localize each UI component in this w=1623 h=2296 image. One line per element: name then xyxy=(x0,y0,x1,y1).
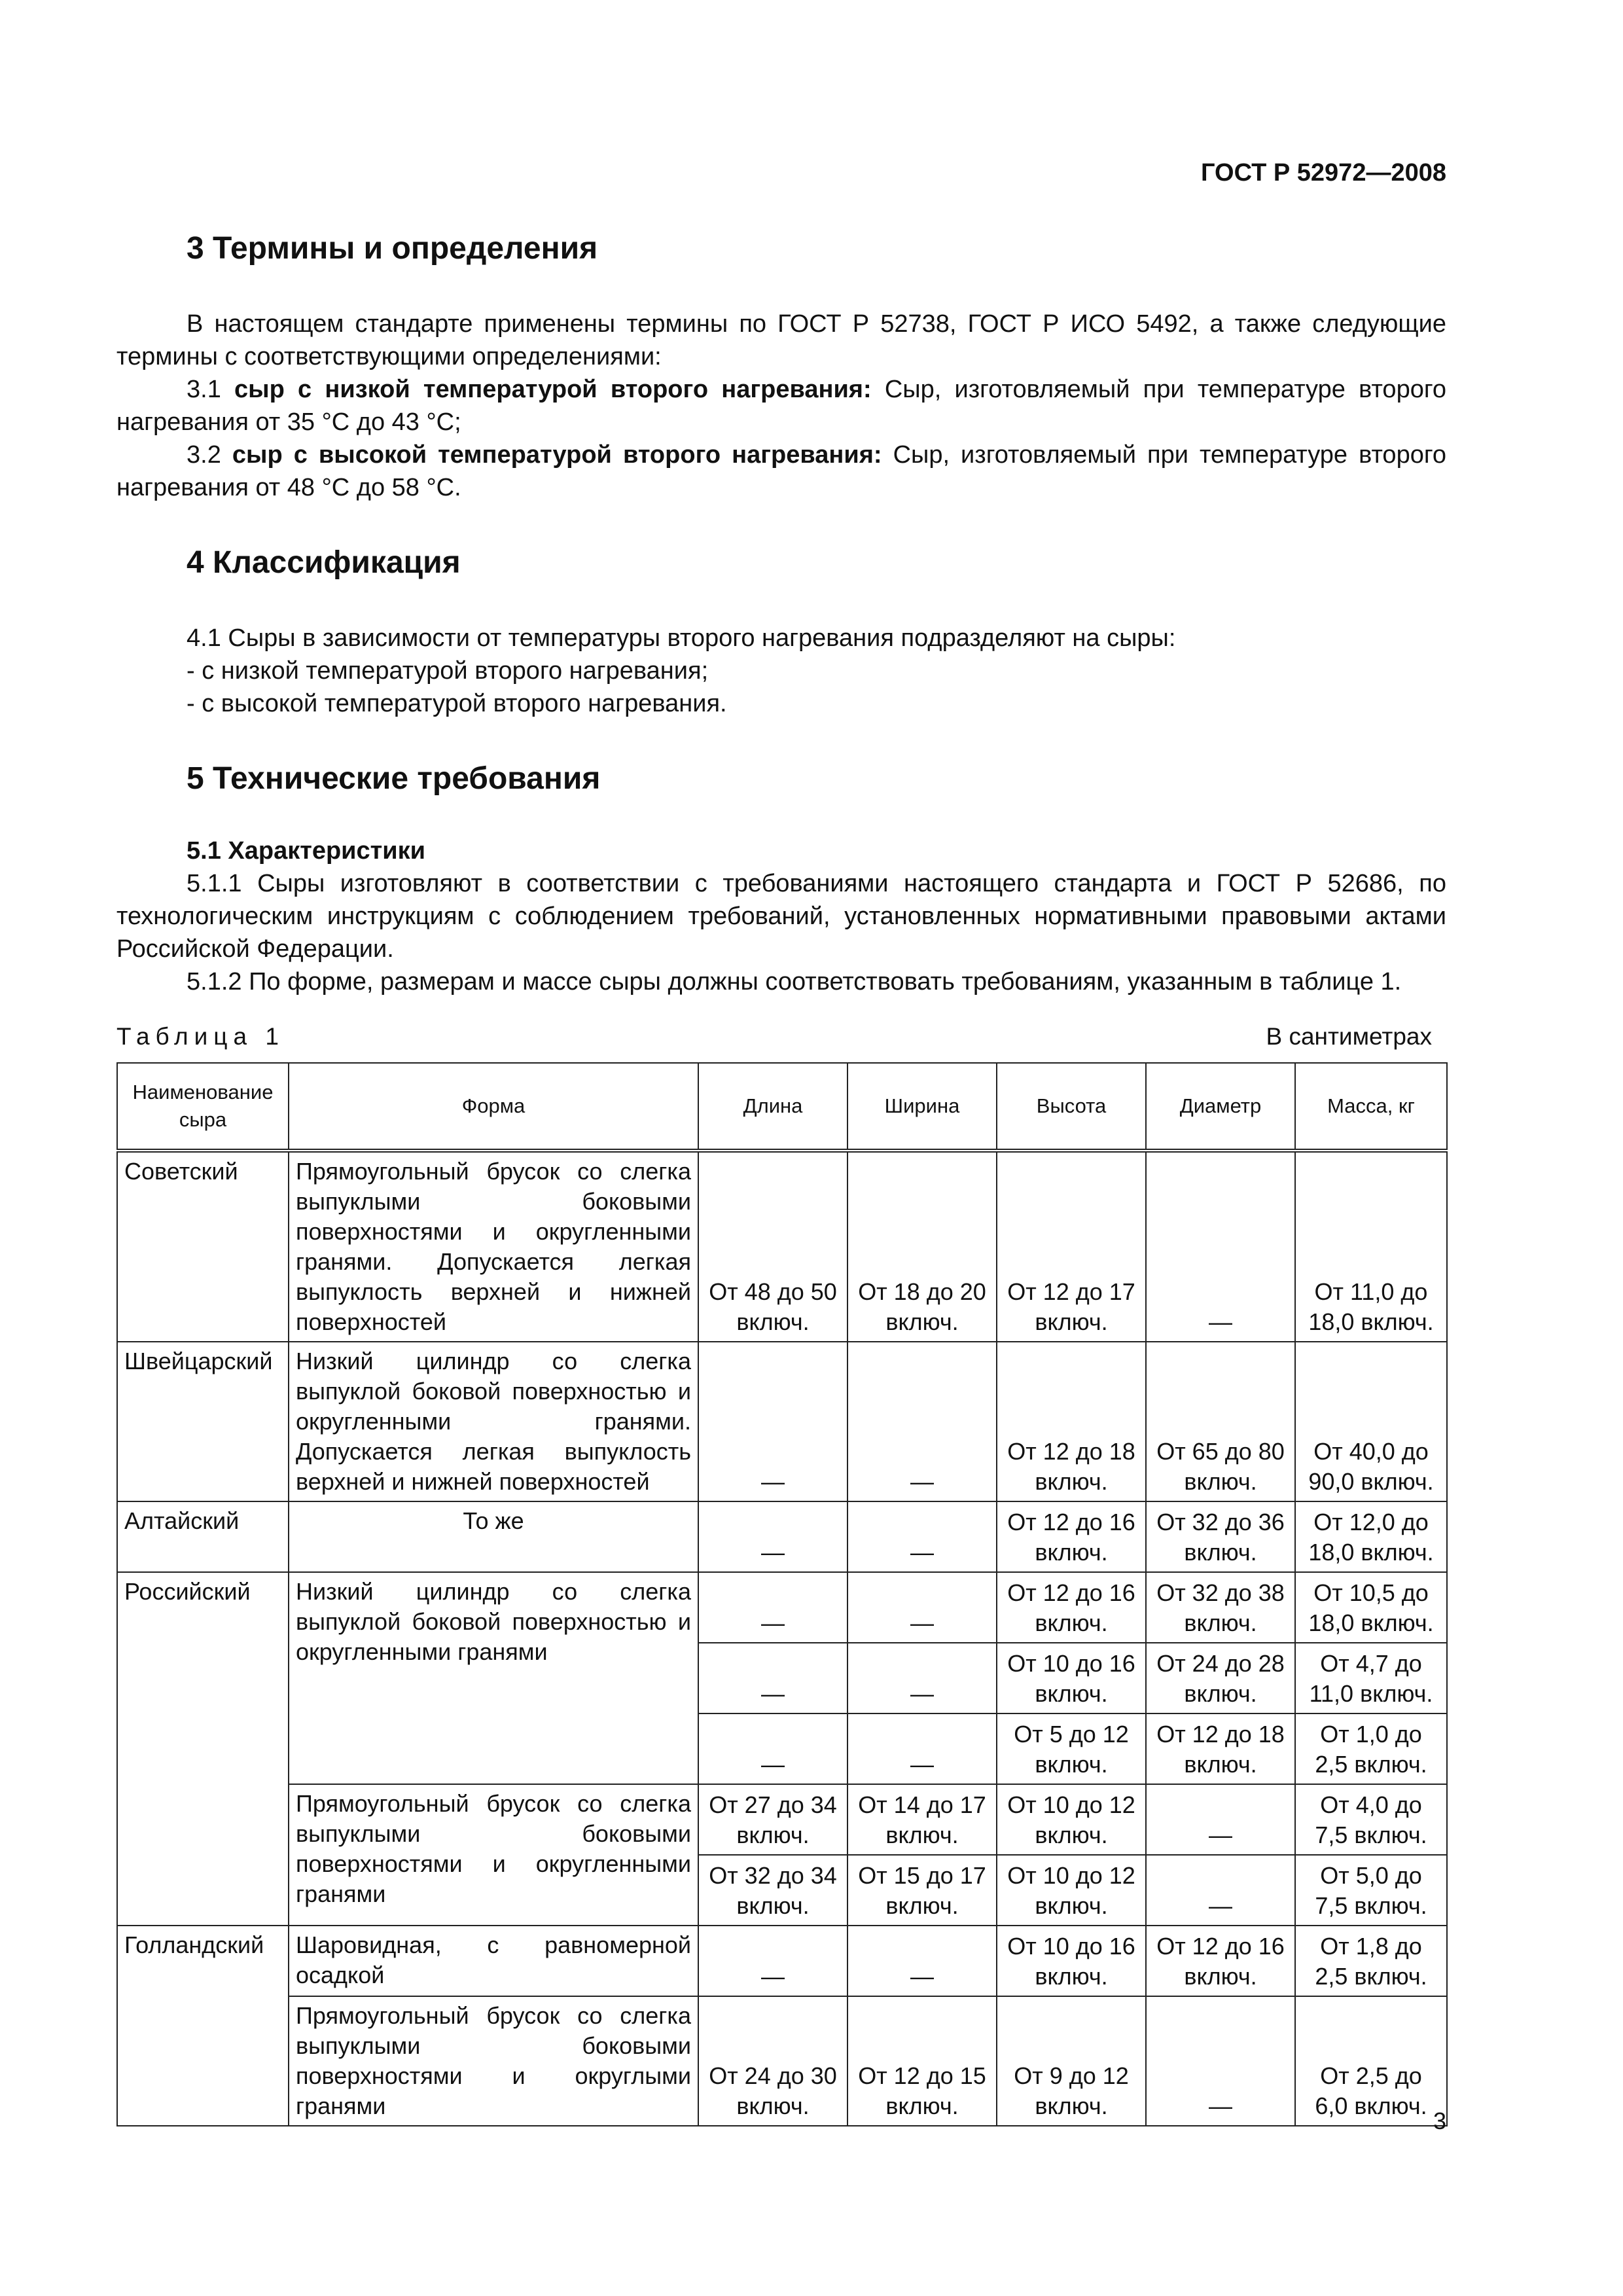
mass-cell: От 5,0 до 7,5 включ. xyxy=(1295,1855,1447,1926)
height-cell: От 12 до 16 включ. xyxy=(997,1572,1146,1643)
width-cell: От 18 до 20 включ. xyxy=(847,1151,997,1342)
diameter-cell: — xyxy=(1146,1151,1295,1342)
length-cell: — xyxy=(698,1926,847,1996)
length-cell: — xyxy=(698,1501,847,1572)
term-3-1 xyxy=(116,373,1446,439)
width-cell: — xyxy=(847,1342,997,1501)
section-4-title: 4 Классификация xyxy=(187,545,461,580)
diameter-cell: — xyxy=(1146,1996,1295,2126)
header-diameter: Диаметр xyxy=(1146,1063,1295,1151)
length-cell: От 24 до 30 включ. xyxy=(698,1996,847,2126)
cheese-name: Голландский xyxy=(117,1926,289,2126)
width-cell: — xyxy=(847,1501,997,1572)
page-number: 3 xyxy=(1433,2108,1446,2134)
width-cell: От 14 до 17 включ. xyxy=(847,1784,997,1855)
term-3-1-number: 3.1 xyxy=(187,376,221,403)
term-3-2-name: сыр с высокой температурой второго нагревания: xyxy=(232,441,882,469)
mass-cell: От 1,0 до 2,5 включ. xyxy=(1295,1713,1447,1784)
cheese-size-table xyxy=(116,1062,1448,2126)
term-3-2-definition: Сыр, изготовляемый при температуре второго нагревания от 48 °С до 58 °С. xyxy=(116,441,1446,501)
height-cell: От 10 до 12 включ. xyxy=(997,1855,1146,1926)
table-row xyxy=(117,1501,1447,1572)
cheese-name: Швейцарский xyxy=(117,1342,289,1501)
width-cell: — xyxy=(847,1926,997,1996)
diameter-cell: От 65 до 80 включ. xyxy=(1146,1342,1295,1501)
mass-cell: От 4,0 до 7,5 включ. xyxy=(1295,1784,1447,1855)
mass-cell: От 11,0 до 18,0 включ. xyxy=(1295,1151,1447,1342)
height-cell: От 12 до 18 включ. xyxy=(997,1342,1146,1501)
height-cell: От 9 до 12 включ. xyxy=(997,1996,1146,2126)
table-row xyxy=(117,1926,1447,1996)
length-cell: — xyxy=(698,1643,847,1713)
table-caption xyxy=(116,1023,1446,1056)
height-cell: От 10 до 12 включ. xyxy=(997,1784,1146,1855)
table-row xyxy=(117,1996,1447,2126)
header-height: Высота xyxy=(997,1063,1146,1151)
mass-cell: От 4,7 до 11,0 включ. xyxy=(1295,1643,1447,1713)
diameter-cell: От 12 до 18 включ. xyxy=(1146,1713,1295,1784)
length-cell: От 32 до 34 включ. xyxy=(698,1855,847,1926)
cheese-form: Шаровидная, с равномерной осадкой xyxy=(289,1926,698,1996)
header-mass: Масса, кг xyxy=(1295,1063,1447,1151)
section-5-title: 5 Технические требования xyxy=(187,761,601,796)
cheese-form: То же xyxy=(289,1501,698,1572)
header-length: Длина xyxy=(698,1063,847,1151)
diameter-cell: От 32 до 38 включ. xyxy=(1146,1572,1295,1643)
term-3-2 xyxy=(116,439,1446,504)
list-item: - с высокой температурой второго нагревания. xyxy=(187,690,727,717)
cheese-name: Советский xyxy=(117,1151,289,1342)
table-row xyxy=(117,1572,1447,1643)
width-cell: От 15 до 17 включ. xyxy=(847,1855,997,1926)
cheese-name: Российский xyxy=(117,1572,289,1926)
width-cell: — xyxy=(847,1643,997,1713)
diameter-cell: — xyxy=(1146,1855,1295,1926)
section-3-body xyxy=(116,308,1446,504)
header-form: Форма xyxy=(289,1063,698,1151)
width-cell: От 12 до 15 включ. xyxy=(847,1996,997,2126)
length-cell: — xyxy=(698,1713,847,1784)
table-row xyxy=(117,1342,1447,1501)
page-content xyxy=(116,223,1446,2126)
mass-cell: От 2,5 до 6,0 включ. xyxy=(1295,1996,1447,2126)
subsection-5-1-title: 5.1 Характеристики xyxy=(187,837,426,865)
document-code: ГОСТ Р 52972—2008 xyxy=(1201,159,1446,187)
width-cell: — xyxy=(847,1572,997,1643)
length-cell: От 48 до 50 включ. xyxy=(698,1151,847,1342)
diameter-cell: От 24 до 28 включ. xyxy=(1146,1643,1295,1713)
section-3-title: 3 Термины и определения xyxy=(187,231,598,266)
clause-4-1: 4.1 Сыры в зависимости от температуры второго нагревания подразделяют на сыры: xyxy=(187,624,1176,652)
cheese-name: Алтайский xyxy=(117,1501,289,1572)
cheese-form: Низкий цилиндр со слегка выпуклой боковой поверхностью и округленными гранями. Допускается легкая выпуклость верхней и нижней поверхностей xyxy=(289,1342,698,1501)
mass-cell: От 1,8 до 2,5 включ. xyxy=(1295,1926,1447,1996)
clause-5-1-1: 5.1.1 Сыры изготовляют в соответствии с требованиями настоящего стандарта и ГОСТ Р 52686, по технологическим инструкциям с соблюдением требований, установленных нормативными правовыми актами Российской Федерации. xyxy=(116,870,1446,963)
section-4-body xyxy=(116,622,1446,720)
diameter-cell: От 12 до 16 включ. xyxy=(1146,1926,1295,1996)
term-3-1-definition: Сыр, изготовляемый при температуре второго нагревания от 35 °С до 43 °С; xyxy=(116,376,1446,436)
height-cell: От 10 до 16 включ. xyxy=(997,1643,1146,1713)
mass-cell: От 12,0 до 18,0 включ. xyxy=(1295,1501,1447,1572)
length-cell: — xyxy=(698,1572,847,1643)
cheese-form: Прямоугольный брусок со слегка выпуклыми боковыми поверхностями и округленными гранями xyxy=(289,1784,698,1926)
cheese-form: Прямоугольный брусок со слегка выпуклыми боковыми поверхностями и округлыми гранями xyxy=(289,1996,698,2126)
section-3-intro: В настоящем стандарте применены термины по ГОСТ Р 52738, ГОСТ Р ИСО 5492, а также следующие термины с соответствующими определениями: xyxy=(116,310,1446,370)
term-3-1-name: сыр с низкой температурой второго нагревания: xyxy=(234,376,872,403)
table-row xyxy=(117,1784,1447,1855)
table-unit: В сантиметрах xyxy=(1266,1023,1432,1050)
diameter-cell: От 32 до 36 включ. xyxy=(1146,1501,1295,1572)
clause-5-1-2: 5.1.2 По форме, размерам и массе сыры должны соответствовать требованиям, указанным в таблице 1. xyxy=(187,968,1402,996)
mass-cell: От 40,0 до 90,0 включ. xyxy=(1295,1342,1447,1501)
list-item: - с низкой температурой второго нагревания; xyxy=(187,657,709,685)
width-cell: — xyxy=(847,1713,997,1784)
table-label: Таблица 1 xyxy=(116,1023,285,1050)
height-cell: От 5 до 12 включ. xyxy=(997,1713,1146,1784)
height-cell: От 12 до 17 включ. xyxy=(997,1151,1146,1342)
header-width: Ширина xyxy=(847,1063,997,1151)
table-header-row xyxy=(117,1063,1447,1151)
header-cheese-name: Наименование сыра xyxy=(117,1063,289,1151)
section-5-body xyxy=(116,834,1446,998)
diameter-cell: — xyxy=(1146,1784,1295,1855)
term-3-2-number: 3.2 xyxy=(187,441,221,469)
table-row xyxy=(117,1151,1447,1342)
height-cell: От 10 до 16 включ. xyxy=(997,1926,1146,1996)
height-cell: От 12 до 16 включ. xyxy=(997,1501,1146,1572)
length-cell: От 27 до 34 включ. xyxy=(698,1784,847,1855)
length-cell: — xyxy=(698,1342,847,1501)
cheese-form: Прямоугольный брусок со слегка выпуклыми боковыми поверхностями и округленными гранями. Допускается легкая выпуклость верхней и нижней поверхностей xyxy=(289,1151,698,1342)
mass-cell: От 10,5 до 18,0 включ. xyxy=(1295,1572,1447,1643)
cheese-form: Низкий цилиндр со слегка выпуклой боковой поверхностью и округленными гранями xyxy=(289,1572,698,1784)
